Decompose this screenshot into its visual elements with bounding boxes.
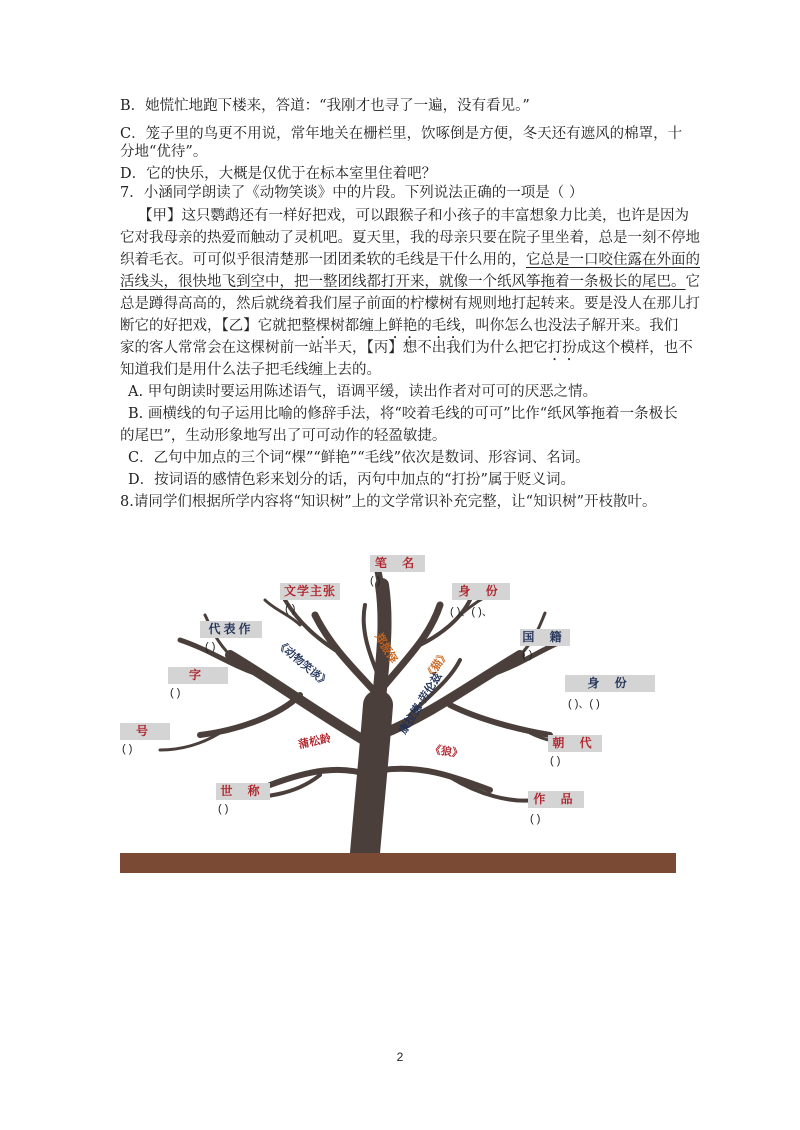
- box-shenfen-2: 身 份: [565, 675, 655, 692]
- option-b-line: B．她慌忙地跑下楼来，答道：“我刚才也寻了一遍，没有看见。”: [120, 98, 530, 114]
- choice-b: B. 画横线的句子运用比喻的修辞手法，将“咬着毛线的可可”比作“纸风筝拖着一条极长: [128, 406, 678, 422]
- choice-a: A. 甲句朗读时要运用陈述语气，语调平缓，读出作者对可可的厌恶之情。: [128, 384, 598, 400]
- box-guoji: 国 籍: [520, 629, 570, 646]
- blank-zuopin: ( ): [530, 813, 541, 825]
- blank-biming: ( ): [370, 575, 381, 587]
- page-number: 2: [396, 1050, 404, 1064]
- question-7: 7．小涵同学朗读了《动物笑谈》中的片段。下列说法正确的一项是（ ）: [120, 185, 584, 201]
- tree-illustration: [120, 545, 676, 895]
- dotted-word-xianyan: 鲜艳: [388, 318, 418, 334]
- branch-mao: 《猫》: [422, 648, 452, 683]
- choice-b-continued: 的尾巴”，生动形象地写出了可可动作的轻盈敏捷。: [120, 428, 447, 444]
- box-zuopin: 作 品: [528, 791, 584, 808]
- branch-zhengzhenduo: 郑振铎: [372, 630, 400, 666]
- branch-pusongling: 蒲松龄: [297, 731, 333, 752]
- blank-chaodai: ( ): [550, 755, 561, 767]
- blank-guoji: ( ): [522, 649, 533, 661]
- blank-shicheng: ( ): [218, 803, 229, 815]
- box-daibiaozuo: 代表作: [200, 621, 262, 638]
- dotted-word-daban: 打扮: [547, 340, 577, 356]
- branch-lang: 《狼》: [429, 742, 464, 761]
- passage-line-1: 【甲】这只鹦鹉还有一样好把戏，可以跟猴子和小孩子的丰富想象力比美，也许是因为: [138, 208, 689, 224]
- blank-wenxuezhuzhang: ( ): [285, 603, 296, 615]
- dotted-word-maoxian: 毛线: [431, 318, 461, 334]
- blank-shenfen-1: ( )、( )、: [450, 606, 493, 618]
- choice-d: D．按词语的感情色彩来划分的话，丙句中加点的“打扮”属于贬义词。: [128, 472, 575, 488]
- passage-line-6: 断它的好把戏，【乙】它就把整棵树都缠上鲜艳的毛线，叫你怎么也没法子解开来。我们: [120, 318, 679, 334]
- box-hao: 号: [120, 723, 170, 740]
- knowledge-tree: [120, 545, 676, 895]
- option-d-line: D．它的快乐，大概是仅优于在标本室里住着吧？: [120, 166, 437, 182]
- passage-line-2: 它对我母亲的热爱而触动了灵机吧。夏天里，我的母亲只要在院子里坐着，总是一刻不停地: [120, 230, 700, 246]
- passage-line-3: 织着毛衣。可可似乎很清楚那一团团柔软的毛线是干什么用的，它总是一口咬住露在外面的: [120, 252, 700, 268]
- option-c-line: C．笼子里的鸟更不用说，常年地关在栅栏里，饮啄倒是方便，冬天还有遮风的棉罩，十: [120, 126, 683, 142]
- question-8: 8.请同学们根据所学内容将“知识树”上的文学常识补充完整，让“知识树”开枝散叶。: [120, 494, 657, 510]
- passage-line-5: 总是蹲得高高的，然后就绕着我们屋子前面的柠檬树有规则地打起转来。要是没人在那儿打: [120, 296, 700, 312]
- blank-hao: ( ): [122, 743, 133, 755]
- underlined-sentence-cont: 活线头，很快地飞到空中，把一整团线都打开来，就像一个纸风筝拖着一条极长的尾巴。: [120, 274, 686, 290]
- blank-daibiaozuo: ( ): [205, 641, 216, 653]
- underlined-sentence: 它总是一口咬住露在外面的: [526, 252, 700, 268]
- box-chaodai: 朝 代: [548, 735, 602, 752]
- box-biming: 笔 名: [370, 555, 425, 572]
- passage-line-8: 知道我们是用什么法子把毛线缠上去的。: [120, 362, 381, 378]
- choice-c: C．乙句中加点的三个词“棵”“鲜艳”“毛线”依次是数词、形容词、名词。: [128, 450, 590, 466]
- passage-line-7: 家的客人常常会在这棵树前一站半天，【丙】想不出我们为什么把它打扮成这个模样，也不: [120, 340, 693, 356]
- blank-shenfen-2: ( )、( ): [568, 698, 600, 710]
- passage-line-4: 活线头，很快地飞到空中，把一整团线都打开来，就像一个纸风筝拖着一条极长的尾巴。它: [120, 274, 700, 290]
- option-c-continued: 分地“优待”。: [120, 144, 208, 160]
- branch-konglade: 康拉德·劳伦兹: [396, 670, 445, 737]
- box-zi: 字: [168, 667, 228, 684]
- box-shicheng: 世 称: [216, 783, 270, 800]
- branch-dongwuxiaotan: 《动物笑谈》: [273, 637, 333, 690]
- blank-zi: ( ): [170, 687, 181, 699]
- box-wenxuezhuzhang: 文学主张: [280, 583, 340, 600]
- box-shenfen-1: 身 份: [452, 583, 510, 600]
- dotted-word-ke: 棵: [315, 318, 331, 334]
